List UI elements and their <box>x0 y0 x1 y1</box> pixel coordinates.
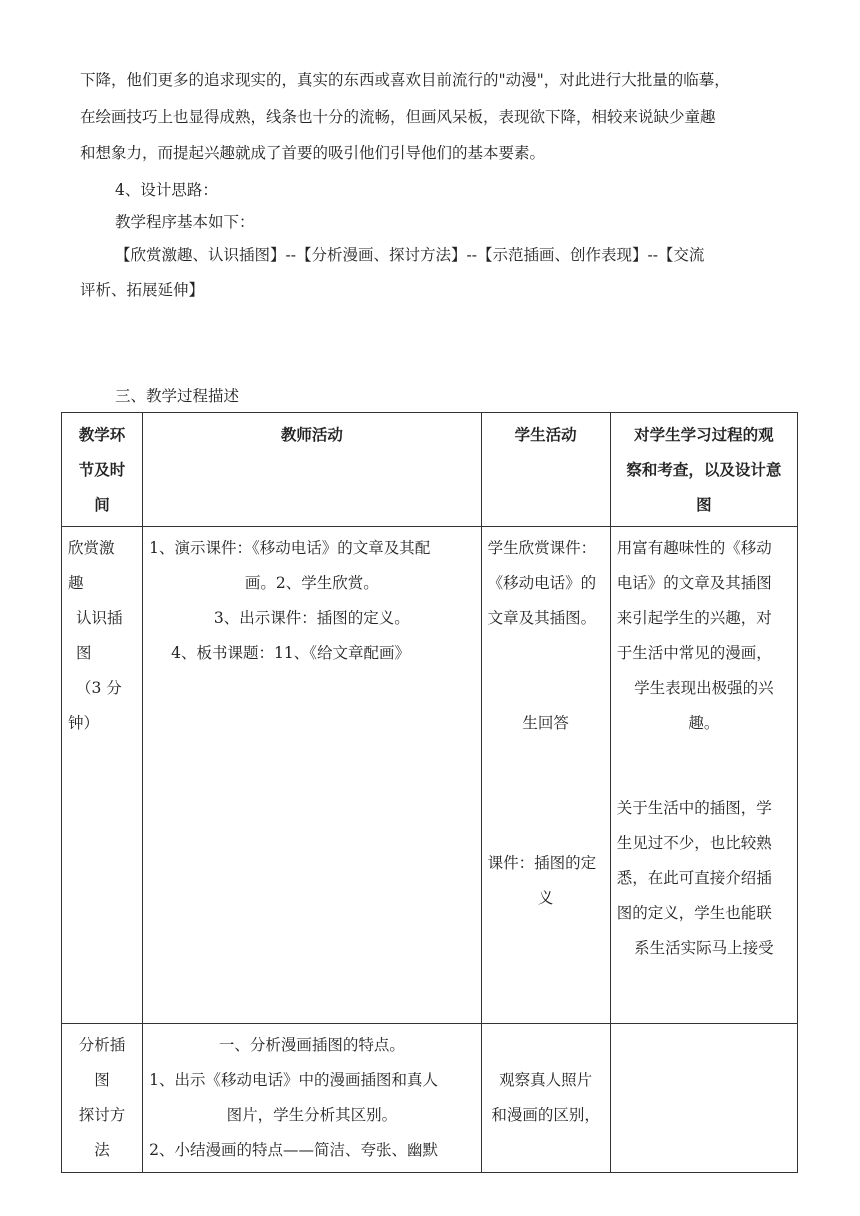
intro-line-3: 和想象力，而提起兴趣就成了首要的吸引他们引导他们的基本要素。 <box>80 144 546 162</box>
teacher-activity-cell: 一、分析漫画插图的特点。 1、出示《移动电话》中的漫画插图和真人 图片，学生分析其区别。 2、小结漫画的特点——简洁、夸张、幽默 <box>143 1024 481 1173</box>
procedure-intro: 教学程序基本如下： <box>115 213 255 231</box>
design-intent-cell <box>610 1024 797 1173</box>
intro-line-1: 下降，他们更多的追求现实的，真实的东西或喜欢目前流行的"动漫"，对此进行大批量的临摹， <box>80 71 730 89</box>
header-teacher-activity: 教师活动 <box>143 413 481 527</box>
header-stage: 教学环 节及时 间 <box>62 413 143 527</box>
stage-cell: 欣赏激 趣 认识插 图 （3 分 钟） <box>62 527 143 1024</box>
procedure-line-1: 【欣赏激趣、认识插图】--【分析漫画、探讨方法】--【示范插画、创作表现】--【交流 <box>115 246 705 264</box>
stage-cell: 分析插 图 探讨方 法 <box>62 1024 143 1173</box>
teaching-process-table <box>61 412 798 1173</box>
table-header-row <box>62 413 798 527</box>
section-title: 三、教学过程描述 <box>115 387 240 405</box>
design-intent-cell: 用富有趣味性的《移动 电话》的文章及其插图 来引起学生的兴趣，对 于生活中常见的漫画， 学生表现出极强的兴 趣。 关于生活中的插图，学 生见过不少，也比较熟 悉，在此可直接介绍插 图的定义，学生也能联 系生活实际马上接受 <box>610 527 797 1024</box>
header-student-activity: 学生活动 <box>481 413 610 527</box>
design-heading: 4、设计思路： <box>115 181 218 199</box>
table-row <box>62 1024 798 1173</box>
procedure-line-2: 评析、拓展延伸】 <box>80 281 205 299</box>
teacher-activity-cell: 1、演示课件：《移动电话》的文章及其配 画。2、学生欣赏。 3、出示课件：插图的定义。 4、板书课题：11、《给文章配画》 <box>143 527 481 1024</box>
intro-line-2: 在绘画技巧上也显得成熟，线条也十分的流畅，但画风呆板，表现欲下降，相较来说缺少童趣 <box>80 108 716 126</box>
student-activity-cell: 学生欣赏课件： 《移动电话》的 文章及其插图。 生回答 课件：插图的定 义 <box>481 527 610 1024</box>
student-activity-cell: 观察真人照片 和漫画的区别， <box>481 1024 610 1173</box>
table-row <box>62 527 798 1024</box>
header-design-intent: 对学生学习过程的观 察和考查，以及设计意 图 <box>610 413 797 527</box>
